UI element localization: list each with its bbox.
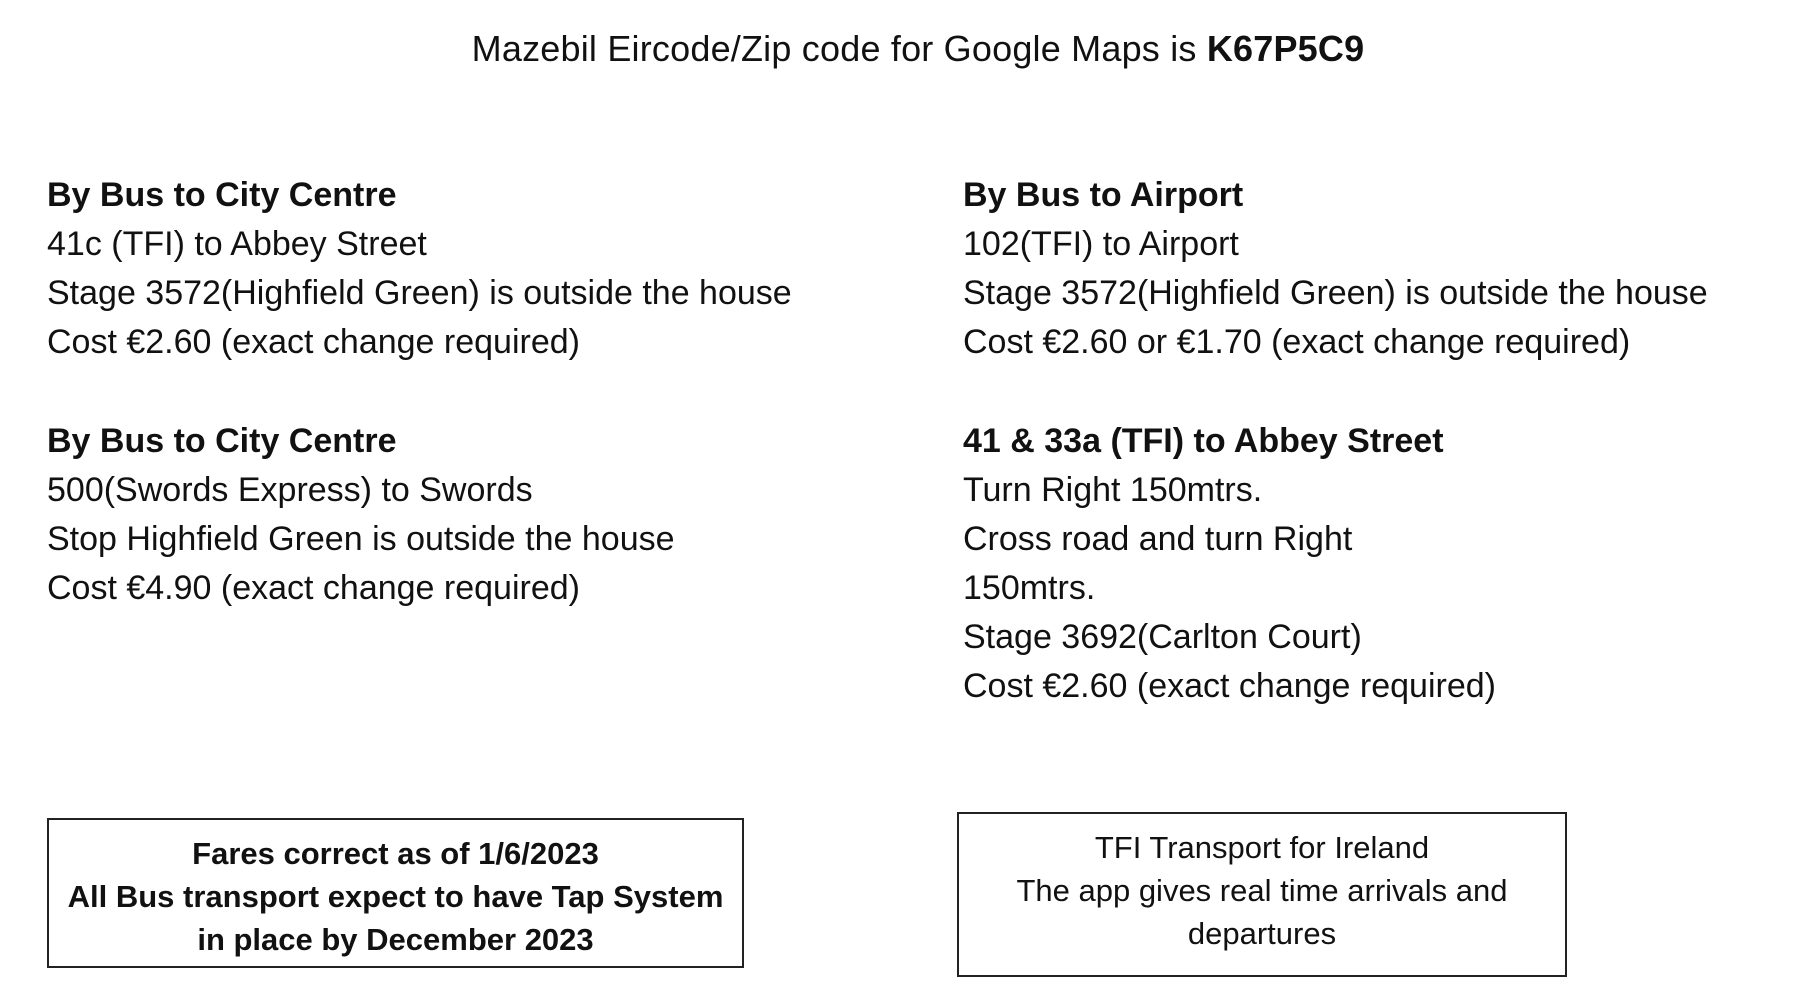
eircode-value: K67P5C9 (1206, 28, 1365, 69)
section-bus-41-33a (963, 417, 1496, 711)
stop-line: Stage 3692(Carlton Court) (963, 618, 1362, 656)
notice-line: in place by December 2023 (197, 922, 594, 957)
section-title: By Bus to Airport (963, 176, 1244, 214)
section-title: By Bus to City Centre (47, 176, 397, 214)
route-line: 500(Swords Express) to Swords (47, 471, 533, 509)
cost-line: Cost €4.90 (exact change required) (47, 569, 580, 607)
direction-line: Turn Right 150mtrs. (963, 471, 1263, 509)
stop-line: Stage 3572(Highfield Green) is outside the house (963, 274, 1708, 312)
section-title: 41 & 33a (TFI) to Abbey Street (963, 422, 1444, 460)
route-line: 41c (TFI) to Abbey Street (47, 225, 427, 263)
page-header (0, 28, 1800, 70)
header-text: Mazebil Eircode/Zip code for Google Maps is (471, 28, 1207, 69)
route-line: 102(TFI) to Airport (963, 225, 1239, 263)
direction-line: Cross road and turn Right (963, 520, 1353, 558)
cost-line: Cost €2.60 or €1.70 (exact change required) (963, 323, 1631, 361)
fares-notice-box (47, 818, 744, 968)
notice-line: All Bus transport expect to have Tap System (67, 879, 724, 914)
cost-line: Cost €2.60 (exact change required) (47, 323, 580, 361)
tfi-app-notice-box (957, 812, 1567, 977)
stop-line: Stage 3572(Highfield Green) is outside the house (47, 274, 792, 312)
section-bus-city-centre-41c (47, 171, 792, 367)
notice-line: departures (1187, 916, 1337, 951)
notice-line: Fares correct as of 1/6/2023 (192, 836, 599, 871)
notice-line: The app gives real time arrivals and (1016, 873, 1508, 908)
section-bus-airport (963, 171, 1708, 367)
direction-line: 150mtrs. (963, 569, 1096, 607)
notice-line: TFI Transport for Ireland (1094, 830, 1430, 865)
section-title: By Bus to City Centre (47, 422, 397, 460)
section-bus-city-centre-500 (47, 417, 675, 613)
cost-line: Cost €2.60 (exact change required) (963, 667, 1496, 705)
stop-line: Stop Highfield Green is outside the house (47, 520, 675, 558)
